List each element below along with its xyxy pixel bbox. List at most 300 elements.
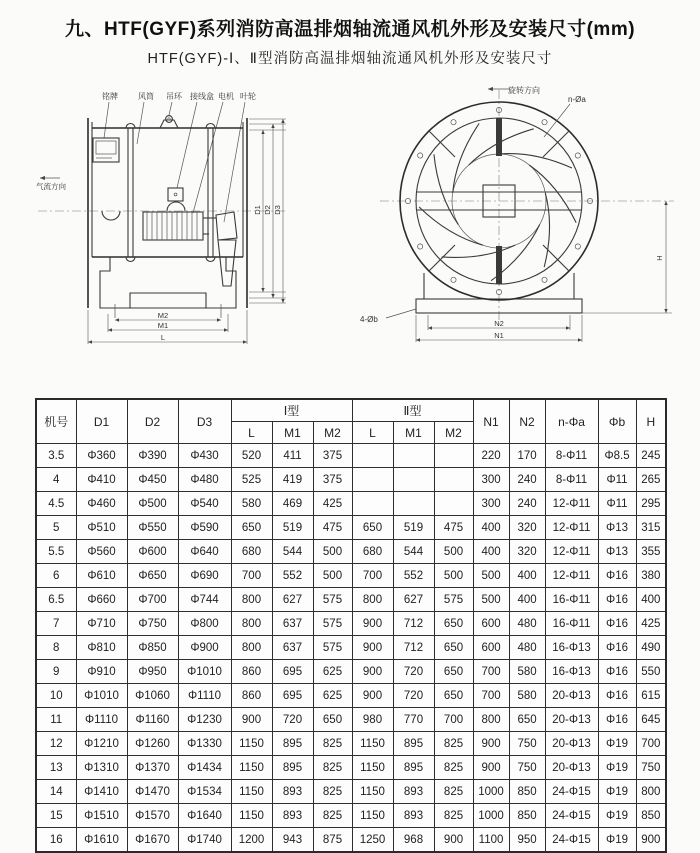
table-cell: 500: [434, 564, 473, 588]
dim-d2: D2: [263, 205, 272, 215]
table-cell: 950: [509, 828, 545, 853]
table-cell: 637: [272, 612, 313, 636]
table-cell: 300: [473, 468, 509, 492]
table-cell: Φ1510: [76, 804, 127, 828]
table-cell: Φ950: [127, 660, 178, 684]
table-cell: 5.5: [36, 540, 76, 564]
table-cell: 700: [434, 708, 473, 732]
table-cell: 20-Φ13: [545, 732, 598, 756]
table-cell: 825: [434, 756, 473, 780]
table-cell: 1150: [352, 780, 393, 804]
table-cell: Φ1110: [178, 684, 231, 708]
table-cell: 800: [473, 708, 509, 732]
table-cell: 8-Φ11: [545, 468, 598, 492]
col-n-phi-a: n-Φa: [545, 399, 598, 444]
table-cell: Φ1330: [178, 732, 231, 756]
table-row: [36, 468, 666, 492]
table-cell: 1150: [231, 756, 272, 780]
table-cell: Φ590: [178, 516, 231, 540]
dim-h: H: [655, 255, 664, 261]
table-cell: 12: [36, 732, 76, 756]
table-cell: 700: [473, 684, 509, 708]
rotation-direction: [488, 85, 540, 95]
table-cell: 550: [636, 660, 666, 684]
table-cell: 490: [636, 636, 666, 660]
table-cell: 16-Φ13: [545, 660, 598, 684]
table-cell: Φ16: [598, 564, 636, 588]
table-row: [36, 708, 666, 732]
table-cell: 500: [434, 540, 473, 564]
table-cell: 480: [509, 612, 545, 636]
table-cell: 552: [393, 564, 434, 588]
table-cell: 8: [36, 636, 76, 660]
table-cell: 12-Φ11: [545, 564, 598, 588]
table-cell: 900: [434, 828, 473, 853]
table-cell: 627: [393, 588, 434, 612]
table-cell: 900: [231, 708, 272, 732]
table-cell: 625: [313, 660, 352, 684]
table-cell: [352, 492, 393, 516]
table-cell: Φ650: [127, 564, 178, 588]
table-cell: 12-Φ11: [545, 540, 598, 564]
table-row: [36, 612, 666, 636]
table-row: [36, 492, 666, 516]
table-cell: 650: [313, 708, 352, 732]
table-cell: [434, 468, 473, 492]
airflow-label: 气流方向: [36, 182, 66, 191]
table-cell: 943: [272, 828, 313, 853]
table-cell: Φ450: [127, 468, 178, 492]
table-cell: Φ810: [76, 636, 127, 660]
base-dimensions: [416, 315, 582, 342]
table-cell: 265: [636, 468, 666, 492]
table-cell: 900: [473, 732, 509, 756]
table-cell: 800: [231, 588, 272, 612]
table-cell: 968: [393, 828, 434, 853]
table-cell: 15: [36, 804, 76, 828]
table-cell: 895: [272, 732, 313, 756]
table-cell: Φ16: [598, 588, 636, 612]
table-cell: 1200: [231, 828, 272, 853]
table-cell: 500: [473, 564, 509, 588]
airflow-direction: [36, 178, 66, 191]
height-dimension: [582, 201, 672, 313]
table-cell: Φ1740: [178, 828, 231, 853]
table-cell: 680: [231, 540, 272, 564]
col-d1: D1: [76, 399, 127, 444]
table-cell: Φ710: [76, 612, 127, 636]
table-row: [36, 636, 666, 660]
table-row: [36, 684, 666, 708]
table-cell: 770: [393, 708, 434, 732]
table-cell: Φ1060: [127, 684, 178, 708]
table-cell: Φ1260: [127, 732, 178, 756]
table-cell: 712: [393, 636, 434, 660]
table-cell: 825: [313, 804, 352, 828]
table-cell: 552: [272, 564, 313, 588]
table-cell: Φ19: [598, 756, 636, 780]
table-cell: 695: [272, 660, 313, 684]
table-cell: 680: [352, 540, 393, 564]
table-cell: 1100: [473, 828, 509, 853]
table-row: [36, 756, 666, 780]
table-cell: 700: [636, 732, 666, 756]
table-cell: 650: [231, 516, 272, 540]
table-row: [36, 732, 666, 756]
table-cell: 600: [473, 636, 509, 660]
table-cell: 475: [434, 516, 473, 540]
lifting-ring: [160, 116, 178, 128]
table-cell: 380: [636, 564, 666, 588]
dim-n1: N1: [494, 331, 504, 340]
table-row: [36, 564, 666, 588]
table-cell: [393, 492, 434, 516]
table-cell: Φ16: [598, 684, 636, 708]
table-cell: Φ1230: [178, 708, 231, 732]
table-cell: 7: [36, 612, 76, 636]
table-cell: [393, 444, 434, 468]
table-cell: 500: [313, 564, 352, 588]
motor-label: 电机: [218, 92, 234, 101]
table-cell: Φ510: [76, 516, 127, 540]
table-cell: 825: [434, 780, 473, 804]
junction-box: [168, 188, 183, 201]
table-cell: 900: [473, 756, 509, 780]
col-d2: D2: [127, 399, 178, 444]
table-cell: 519: [393, 516, 434, 540]
table-cell: Φ560: [76, 540, 127, 564]
table-cell: Φ1434: [178, 756, 231, 780]
table-cell: Φ16: [598, 636, 636, 660]
table-cell: 720: [393, 660, 434, 684]
table-cell: Φ13: [598, 516, 636, 540]
table-cell: 637: [272, 636, 313, 660]
table-cell: [352, 444, 393, 468]
table-cell: 825: [434, 732, 473, 756]
table-cell: Φ660: [76, 588, 127, 612]
table-cell: 520: [231, 444, 272, 468]
table-cell: Φ800: [178, 612, 231, 636]
table-cell: 900: [352, 684, 393, 708]
table-cell: 1150: [352, 756, 393, 780]
col-type2-m1: M1: [393, 422, 434, 444]
table-cell: 425: [313, 492, 352, 516]
table-cell: Φ11: [598, 492, 636, 516]
table-cell: 24-Φ15: [545, 804, 598, 828]
table-cell: Φ610: [76, 564, 127, 588]
table-cell: 469: [272, 492, 313, 516]
table-cell: 750: [509, 732, 545, 756]
table-cell: 825: [434, 804, 473, 828]
bottom-dimensions: [88, 310, 247, 344]
table-cell: 980: [352, 708, 393, 732]
table-cell: Φ540: [178, 492, 231, 516]
table-cell: 575: [313, 636, 352, 660]
table-cell: 800: [231, 612, 272, 636]
table-cell: Φ19: [598, 804, 636, 828]
fan-casing: [88, 118, 247, 308]
table-cell: 16-Φ11: [545, 588, 598, 612]
table-cell: 10: [36, 684, 76, 708]
table-cell: 750: [509, 756, 545, 780]
table-cell: 1000: [473, 780, 509, 804]
table-header: [36, 399, 666, 444]
table-cell: 625: [313, 684, 352, 708]
table-cell: Φ480: [178, 468, 231, 492]
table-cell: 575: [313, 588, 352, 612]
table-cell: 720: [272, 708, 313, 732]
table-cell: 875: [313, 828, 352, 853]
table-cell: 295: [636, 492, 666, 516]
table-cell: Φ850: [127, 636, 178, 660]
col-phi-b: Φb: [598, 399, 636, 444]
table-cell: 11: [36, 708, 76, 732]
table-cell: Φ8.5: [598, 444, 636, 468]
table-cell: 893: [272, 780, 313, 804]
table-cell: 6.5: [36, 588, 76, 612]
dim-m1: M1: [157, 321, 169, 330]
table-cell: 4.5: [36, 492, 76, 516]
table-cell: 170: [509, 444, 545, 468]
table-cell: 9: [36, 660, 76, 684]
col-type1: Ⅰ型: [231, 399, 352, 422]
table-cell: 14: [36, 780, 76, 804]
col-n2: N2: [509, 399, 545, 444]
table-cell: 1150: [352, 732, 393, 756]
table-cell: Φ1370: [127, 756, 178, 780]
table-cell: 893: [272, 804, 313, 828]
table-cell: 893: [393, 780, 434, 804]
table-cell: 860: [231, 684, 272, 708]
table-cell: Φ640: [178, 540, 231, 564]
table-cell: 6: [36, 564, 76, 588]
table-cell: Φ19: [598, 732, 636, 756]
table-cell: 1000: [473, 804, 509, 828]
dim-m2: M2: [157, 311, 169, 320]
table-cell: 411: [272, 444, 313, 468]
table-cell: 893: [393, 804, 434, 828]
impeller-label: 叶轮: [240, 92, 256, 101]
table-cell: 1250: [352, 828, 393, 853]
table-cell: 895: [272, 756, 313, 780]
table-row: [36, 828, 666, 853]
table-cell: 700: [473, 660, 509, 684]
table-cell: Φ700: [127, 588, 178, 612]
table-cell: 627: [272, 588, 313, 612]
table-row: [36, 588, 666, 612]
duct-label: 风筒: [138, 92, 154, 101]
table-cell: 850: [509, 804, 545, 828]
table-cell: 475: [313, 516, 352, 540]
table-cell: Φ500: [127, 492, 178, 516]
table-cell: 650: [434, 612, 473, 636]
col-type2-l: L: [352, 422, 393, 444]
table-cell: Φ1610: [76, 828, 127, 853]
col-h: H: [636, 399, 666, 444]
table-cell: Φ16: [598, 708, 636, 732]
table-cell: 525: [231, 468, 272, 492]
table-cell: 544: [272, 540, 313, 564]
table-cell: 20-Φ13: [545, 756, 598, 780]
table-cell: 850: [636, 804, 666, 828]
table-cell: Φ690: [178, 564, 231, 588]
table-cell: 800: [231, 636, 272, 660]
page-subtitle: HTF(GYF)-Ⅰ、Ⅱ型消防高温排烟轴流通风机外形及安装尺寸: [147, 51, 553, 67]
mounting-base: [100, 257, 236, 318]
table-cell: Φ1410: [76, 780, 127, 804]
table-cell: 700: [231, 564, 272, 588]
table-cell: 375: [313, 444, 352, 468]
table-cell: Φ16: [598, 612, 636, 636]
table-cell: 900: [352, 612, 393, 636]
col-model: 机号: [36, 399, 76, 444]
table-cell: 245: [636, 444, 666, 468]
table-cell: 400: [636, 588, 666, 612]
dim-d1: D1: [253, 205, 262, 215]
table-row: [36, 804, 666, 828]
table-cell: Φ1160: [127, 708, 178, 732]
table-cell: 8-Φ11: [545, 444, 598, 468]
table-row: [36, 516, 666, 540]
table-cell: Φ600: [127, 540, 178, 564]
table-row: [36, 540, 666, 564]
table-cell: Φ19: [598, 828, 636, 853]
table-cell: 800: [352, 588, 393, 612]
table-cell: 400: [509, 564, 545, 588]
table-body: [36, 444, 666, 853]
fan-side-view-drawing: [30, 82, 350, 387]
bolt-label: n-Øa: [568, 95, 586, 104]
table-cell: 650: [352, 516, 393, 540]
table-cell: 900: [352, 636, 393, 660]
table-cell: 895: [393, 756, 434, 780]
table-cell: 1150: [352, 804, 393, 828]
table-cell: Φ1640: [178, 804, 231, 828]
motor: [143, 202, 216, 240]
table-cell: 12-Φ11: [545, 516, 598, 540]
table-cell: 712: [393, 612, 434, 636]
table-cell: 600: [473, 612, 509, 636]
table-cell: 1150: [231, 780, 272, 804]
foot-bolt-label: 4-Øb: [360, 315, 378, 324]
table-cell: 20-Φ13: [545, 684, 598, 708]
table-cell: 20-Φ13: [545, 708, 598, 732]
table-cell: 900: [636, 828, 666, 853]
table-cell: 825: [313, 756, 352, 780]
col-type2: Ⅱ型: [352, 399, 473, 422]
table-cell: 575: [434, 588, 473, 612]
table-cell: 650: [434, 660, 473, 684]
table-cell: 24-Φ15: [545, 828, 598, 853]
table-cell: Φ550: [127, 516, 178, 540]
table-cell: 1150: [231, 732, 272, 756]
table-cell: 645: [636, 708, 666, 732]
col-type1-l: L: [231, 422, 272, 444]
table-cell: 700: [352, 564, 393, 588]
table-cell: Φ910: [76, 660, 127, 684]
table-cell: Φ744: [178, 588, 231, 612]
table-cell: 16-Φ11: [545, 612, 598, 636]
table-cell: Φ900: [178, 636, 231, 660]
table-cell: Φ1310: [76, 756, 127, 780]
table-cell: 500: [473, 588, 509, 612]
table-cell: 650: [434, 636, 473, 660]
table-cell: 425: [636, 612, 666, 636]
table-cell: 580: [509, 660, 545, 684]
table-cell: 650: [434, 684, 473, 708]
table-cell: 900: [352, 660, 393, 684]
col-d3: D3: [178, 399, 231, 444]
table-row: [36, 780, 666, 804]
nameplate: [93, 138, 119, 162]
table-cell: 860: [231, 660, 272, 684]
dim-n2: N2: [494, 319, 504, 328]
table-cell: 580: [231, 492, 272, 516]
fan-front-view-drawing: [358, 80, 700, 375]
table-cell: 544: [393, 540, 434, 564]
table-cell: 240: [509, 492, 545, 516]
table-cell: Φ750: [127, 612, 178, 636]
table-cell: 500: [313, 540, 352, 564]
table-cell: 5: [36, 516, 76, 540]
table-cell: 850: [509, 780, 545, 804]
table-cell: 220: [473, 444, 509, 468]
inlet-bellmouth: [102, 211, 120, 220]
table-cell: Φ410: [76, 468, 127, 492]
table-cell: 4: [36, 468, 76, 492]
table-cell: 615: [636, 684, 666, 708]
table-cell: [434, 444, 473, 468]
table-cell: [393, 468, 434, 492]
foot-bolt-callout: [360, 309, 416, 324]
dimension-table: [35, 398, 667, 853]
table-cell: Φ1470: [127, 780, 178, 804]
rotation-label: 旋转方向: [508, 86, 540, 95]
table-cell: 895: [393, 732, 434, 756]
table-cell: 519: [272, 516, 313, 540]
table-cell: 12-Φ11: [545, 492, 598, 516]
junction-box-label: 接线盒: [190, 92, 214, 101]
table-cell: 3.5: [36, 444, 76, 468]
table-cell: 720: [393, 684, 434, 708]
table-cell: 315: [636, 516, 666, 540]
table-cell: 355: [636, 540, 666, 564]
table-cell: 750: [636, 756, 666, 780]
table-cell: 419: [272, 468, 313, 492]
col-type1-m1: M1: [272, 422, 313, 444]
table-cell: 400: [473, 516, 509, 540]
table-cell: Φ390: [127, 444, 178, 468]
table-cell: 480: [509, 636, 545, 660]
table-cell: Φ360: [76, 444, 127, 468]
col-n1: N1: [473, 399, 509, 444]
table-cell: 825: [313, 780, 352, 804]
table-cell: Φ430: [178, 444, 231, 468]
table-cell: 24-Φ15: [545, 780, 598, 804]
page-title: 九、HTF(GYF)系列消防高温排烟轴流通风机外形及安装尺寸(mm): [64, 19, 636, 40]
col-type2-m2: M2: [434, 422, 473, 444]
table-cell: 800: [636, 780, 666, 804]
table-cell: Φ460: [76, 492, 127, 516]
impeller: [216, 212, 237, 286]
table-cell: 580: [509, 684, 545, 708]
dim-d3: D3: [273, 205, 282, 215]
table-cell: 1150: [231, 804, 272, 828]
table-cell: Φ1570: [127, 804, 178, 828]
table-cell: 13: [36, 756, 76, 780]
table-cell: 400: [509, 588, 545, 612]
table-cell: Φ1210: [76, 732, 127, 756]
